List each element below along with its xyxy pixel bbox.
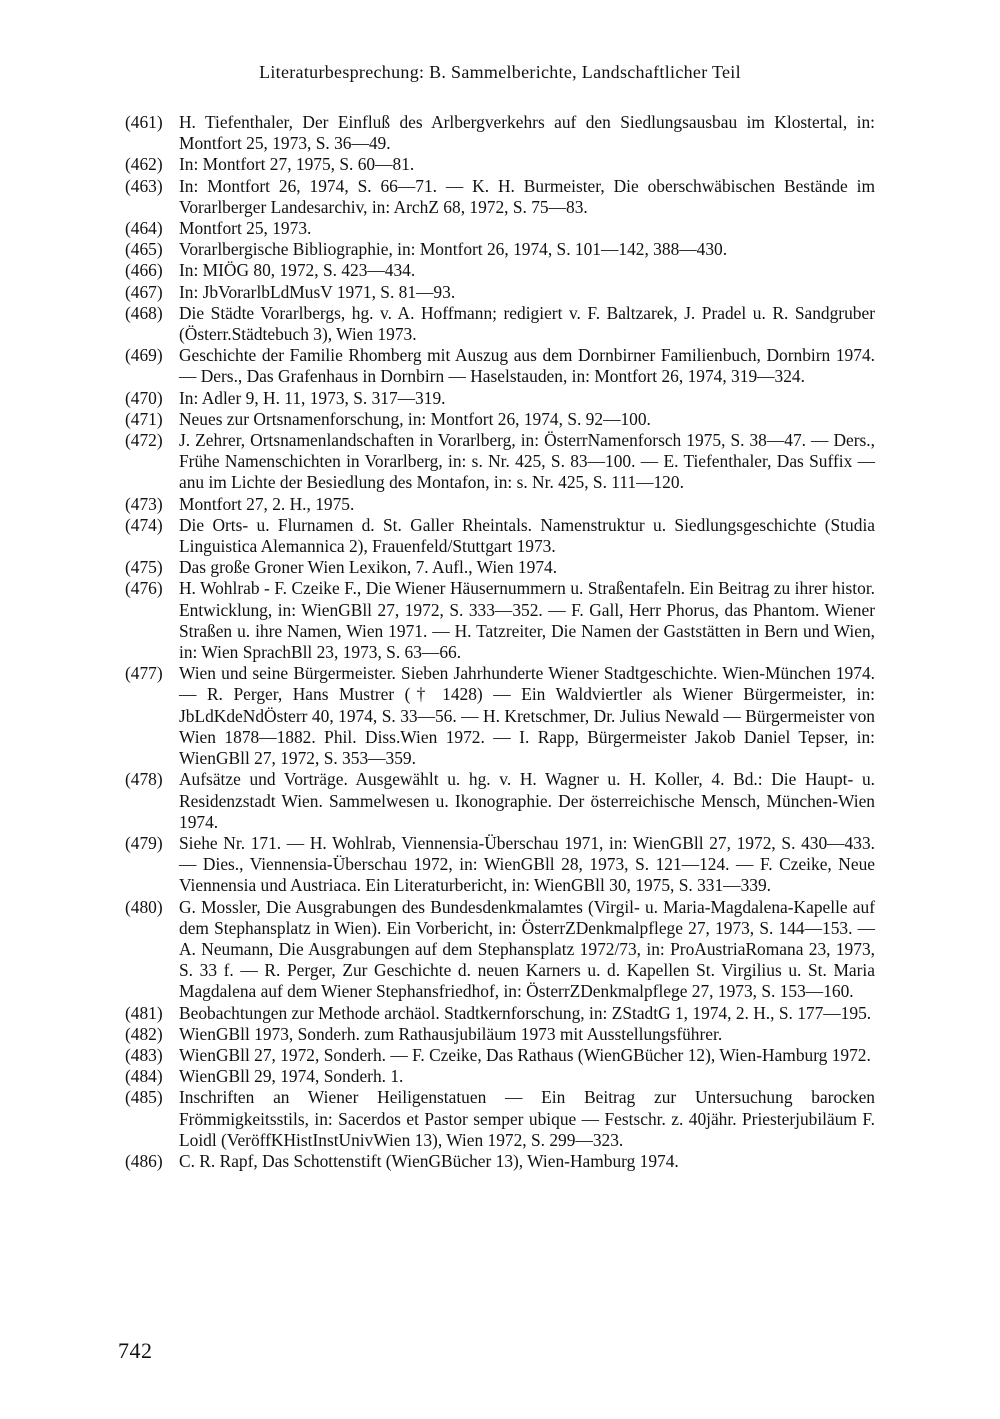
- bibliography-entry: [125, 388, 875, 409]
- entry-text: Aufsätze und Vorträge. Ausgewählt u. hg. v. H. Wagner u. H. Koller, 4. Bd.: Die Haupt- u. Residenzstadt Wien. Sammelwesen u. Ikonographie. Der österreichische Mensch, München-Wien 1974.: [179, 769, 875, 832]
- entry-number: (475): [125, 557, 163, 578]
- entry-text: In: Adler 9, H. 11, 1973, S. 317—319.: [179, 387, 446, 408]
- entry-text: Beobachtungen zur Methode archäol. Stadtkernforschung, in: ZStadtG 1, 1974, 2. H., S. 177—195.: [179, 1002, 872, 1023]
- entry-text: Die Orts- u. Flurnamen d. St. Galler Rheintals. Namenstruktur u. Siedlungsgeschichte (Studia Linguistica Alemannica 2), Frauenfeld/Stuttgart 1973.: [179, 514, 875, 557]
- bibliography-entry: [125, 1003, 875, 1024]
- entry-number: (481): [125, 1002, 163, 1023]
- entry-text: Die Städte Vorarlbergs, hg. v. A. Hoffmann; redigiert v. F. Baltzarek, J. Pradel u. R. Sandgruber (Österr.Städtebuch 3), Wien 1973.: [179, 302, 875, 345]
- entry-number: (462): [125, 154, 163, 175]
- bibliography-entry: [125, 1087, 875, 1151]
- bibliography-entry: [125, 663, 875, 769]
- entry-number: (468): [125, 302, 163, 323]
- entry-number: (482): [125, 1023, 163, 1044]
- entry-text: In: Montfort 27, 1975, S. 60—81.: [179, 154, 415, 175]
- entry-number: (465): [125, 239, 163, 260]
- entry-number: (486): [125, 1150, 163, 1171]
- entry-text: H. Tiefenthaler, Der Einfluß des Arlbergverkehrs auf den Siedlungsausbau im Klostertal, in: Montfort 25, 1973, S. 36—49.: [179, 112, 875, 154]
- bibliography-entry: [125, 769, 875, 833]
- bibliography-entry: [125, 430, 875, 494]
- entry-number: (484): [125, 1066, 163, 1087]
- entry-text: Montfort 27, 2. H., 1975.: [179, 493, 355, 514]
- entry-text: Vorarlbergische Bibliographie, in: Montfort 26, 1974, S. 101—142, 388—430.: [179, 239, 728, 260]
- bibliography-entry: [125, 515, 875, 557]
- bibliography-entry: [125, 578, 875, 663]
- entry-number: (473): [125, 493, 163, 514]
- entry-text: J. Zehrer, Ortsnamenlandschaften in Vorarlberg, in: ÖsterrNamenforsch 1975, S. 38—47. — Ders., Frühe Namenschichten in Vorarlberg, in: s. Nr. 425, S. 83—100. — E. Tiefenthaler, Das Suffix — anu im Lichte der Besiedlung des Montafon, in: s. Nr. 425, S. 111—120.: [179, 430, 875, 493]
- entry-number: (471): [125, 408, 163, 429]
- bibliography-entry: [125, 557, 875, 578]
- entry-number: (461): [125, 112, 163, 132]
- bibliography-entry: [125, 303, 875, 345]
- entry-text: Montfort 25, 1973.: [179, 218, 312, 239]
- bibliography-entry: [125, 1045, 875, 1066]
- bibliography-entry: [125, 833, 875, 897]
- page-number: 742: [118, 1338, 153, 1363]
- bibliography-entry: [125, 345, 875, 387]
- bibliography-entry: [125, 176, 875, 218]
- bibliography-list: [125, 112, 875, 1172]
- bibliography-entry: [125, 409, 875, 430]
- bibliography-entry: [125, 239, 875, 260]
- entry-number: (479): [125, 832, 163, 853]
- bibliography-entry: [125, 897, 875, 1003]
- bibliography-entry: [125, 1066, 875, 1087]
- entry-number: (463): [125, 175, 163, 196]
- entry-number: (467): [125, 281, 163, 302]
- bibliography-entry: [125, 1151, 875, 1172]
- bibliography-entry: [125, 112, 875, 154]
- running-title: Literaturbesprechung: B. Sammelberichte, Landschaftlicher Teil: [259, 62, 741, 82]
- entry-text: H. Wohlrab - F. Czeike F., Die Wiener Häusernummern u. Straßentafeln. Ein Beitrag zu ihrer histor. Entwicklung, in: WienGBll 27, 1972, S. 333—352. — F. Gall, Herr Phorus, das Phantom. Wiener Straßen u. ihre Namen, Wien 1971. — H. Tatzreiter, Die Namen der Gaststätten in Bern und Wien, in: Wien SprachBll 23, 1973, S. 63—66.: [179, 578, 875, 663]
- entry-number: (480): [125, 896, 163, 917]
- entry-text: In: Montfort 26, 1974, S. 66—71. — K. H. Burmeister, Die oberschwäbischen Bestände im Vorarlberger Landesarchiv, in: ArchZ 68, 1972, S. 75—83.: [179, 175, 875, 217]
- bibliography-entry: [125, 494, 875, 515]
- entry-text: Inschriften an Wiener Heiligenstatuen — Ein Beitrag zur Untersuchung barocken Frömmigkeitsstils, in: Sacerdos et Pastor semper ubique — Festschr. z. 40jähr. Priesterjubiläum F. Loidl (VeröffKHistInstUnivWien 13), Wien 1972, S. 299—323.: [179, 1087, 875, 1150]
- entry-number: (478): [125, 769, 163, 790]
- entry-text: Das große Groner Wien Lexikon, 7. Aufl., Wien 1974.: [179, 557, 558, 578]
- entry-number: (469): [125, 345, 163, 366]
- bibliography-entry: [125, 1024, 875, 1045]
- entry-text: Siehe Nr. 171. — H. Wohlrab, Viennensia-Überschau 1971, in: WienGBll 27, 1972, S. 430—433. — Dies., Viennensia-Überschau 1972, in: WienGBll 28, 1973, S. 121—124. — F. Czeike, Neue Viennensia und Austriaca. Ein Literaturbericht, in: WienGBll 30, 1975, S. 331—339.: [179, 832, 875, 896]
- entry-number: (464): [125, 218, 163, 239]
- entry-number: (483): [125, 1044, 163, 1065]
- bibliography-entry: [125, 282, 875, 303]
- entry-number: (476): [125, 578, 163, 599]
- bibliography-entry: [125, 154, 875, 175]
- entry-number: (472): [125, 430, 163, 451]
- entry-number: (477): [125, 663, 163, 684]
- entry-text: In: JbVorarlbLdMusV 1971, S. 81—93.: [179, 281, 456, 302]
- entry-number: (474): [125, 514, 163, 535]
- entry-text: WienGBll 27, 1972, Sonderh. — F. Czeike, Das Rathaus (WienGBücher 12), Wien-Hamburg 1972.: [179, 1044, 871, 1065]
- entry-text: In: MIÖG 80, 1972, S. 423—434.: [179, 260, 416, 281]
- entry-text: G. Mossler, Die Ausgrabungen des Bundesdenkmalamtes (Virgil- u. Maria-Magdalena-Kapelle auf dem Stephansplatz in Wien). Ein Vorbericht, in: ÖsterrZDenkmalpflege 27, 1973, S. 144—153. — A. Neumann, Die Ausgrabungen auf dem Stephansplatz 1972/73, in: ProAustriaRomana 23, 1973, S. 33 f. — R. Perger, Zur Geschichte d. neuen Karners u. d. Kapellen St. Virgilius u. St. Maria Magdalena auf dem Wiener Stephansfriedhof, in: ÖsterrZDenkmalpflege 27, 1973, S. 153—160.: [179, 896, 875, 1002]
- bibliography-entry: [125, 218, 875, 239]
- entry-text: WienGBll 1973, Sonderh. zum Rathausjubiläum 1973 mit Ausstellungsführer.: [179, 1023, 723, 1044]
- entry-text: WienGBll 29, 1974, Sonderh. 1.: [179, 1066, 404, 1087]
- bibliography-entry: [125, 260, 875, 281]
- entry-number: (485): [125, 1087, 163, 1108]
- entry-number: (470): [125, 387, 163, 408]
- entry-number: (466): [125, 260, 163, 281]
- entry-text: C. R. Rapf, Das Schottenstift (WienGBücher 13), Wien-Hamburg 1974.: [179, 1150, 679, 1171]
- entry-text: Geschichte der Familie Rhomberg mit Auszug aus dem Dornbirner Familienbuch, Dornbirn 1974. — Ders., Das Grafenhaus in Dornbirn — Haselstauden, in: Montfort 26, 1974, 319—324.: [179, 345, 875, 387]
- entry-text: Wien und seine Bürgermeister. Sieben Jahrhunderte Wiener Stadtgeschichte. Wien-München 1974. — R. Perger, Hans Mustrer († 1428) — Ein Waldviertler als Wiener Bürgermeister, in: JbLdKdeNdÖsterr 40, 1974, S. 33—56. — H. Kretschmer, Dr. Julius Newald — Bürgermeister von Wien 1878—1882. Phil. Diss.Wien 1972. — I. Rapp, Bürgermeister Jakob Daniel Tepser, in: WienGBll 27, 1972, S. 353—359.: [179, 663, 875, 769]
- entry-text: Neues zur Ortsnamenforschung, in: Montfort 26, 1974, S. 92—100.: [179, 408, 651, 429]
